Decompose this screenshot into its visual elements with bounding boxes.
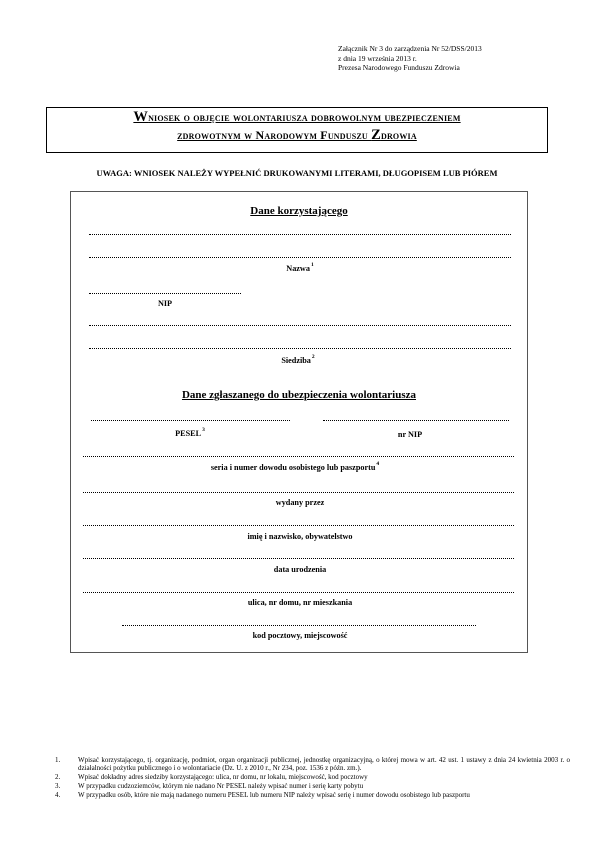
volunteer-issued-by-field[interactable]: [83, 492, 514, 493]
beneficiary-name-field-1[interactable]: [89, 234, 511, 235]
footnote-ref-4: 4: [376, 461, 380, 467]
footnote-item: [55, 782, 570, 790]
volunteer-dob-label: data urodzenia: [273, 565, 327, 574]
footnote-item: [55, 773, 570, 781]
beneficiary-seat-field-2[interactable]: [89, 348, 511, 349]
footnote-item: [55, 756, 570, 773]
form-title-line1: [46, 109, 548, 126]
footnote-text: W przypadku cudzoziemców, którym nie nadano Nr PESEL należy wpisać numer i serię karty pobytu: [78, 782, 364, 791]
volunteer-city-label: kod pocztowy, miejscowość: [252, 631, 348, 640]
footnotes: [55, 756, 570, 800]
title-line1-text: niosek o objęcie wolontariusza dobrowolnym ubezpieczeniem: [148, 110, 461, 124]
volunteer-street-field[interactable]: [83, 592, 514, 593]
section-volunteer-heading: Dane zgłaszanego do ubezpieczenia wolontariusza: [181, 389, 417, 401]
footnote-text: W przypadku osób, które nie mają nadanego numeru PESEL lub numeru NIP należy wpisać serię i numer dowodu osobistego lub paszportu: [78, 791, 470, 800]
attachment-note-line2: z dnia 19 września 2013 r.: [338, 53, 417, 63]
title-initial: W: [133, 109, 149, 125]
form-frame: [70, 191, 528, 653]
volunteer-pesel-label: PESEL$^3$: [175, 427, 205, 438]
beneficiary-nip-label: NIP: [157, 299, 173, 308]
beneficiary-nip-field[interactable]: [89, 293, 241, 294]
footnote-text: Wpisać korzystającego, tj. organizację, podmiot, organ organizacji publicznej, jednostkę organizacyjną, o której mowa w art. 42 ust. 1 ustawy z dnia 24 kwietnia 2003 r. o działalności pożytku publicznego i o wolontariacie (Dz. U. z 2010 r., Nr 234, poz. 1536 z późn. zm.).: [78, 756, 570, 773]
volunteer-street-label: ulica, nr domu, nr mieszkania: [247, 598, 353, 607]
volunteer-id-label: seria i numer dowodu osobistego lub paszportu$^4$: [210, 461, 380, 472]
footnote-ref-3: 3: [202, 427, 205, 433]
volunteer-pesel-field[interactable]: [91, 420, 290, 421]
section-beneficiary-heading: Dane korzystającego: [250, 205, 348, 217]
attachment-note: [338, 44, 482, 73]
footnote-item: [55, 791, 570, 799]
volunteer-nip-field[interactable]: [323, 420, 509, 421]
footnote-number: 2.: [55, 773, 61, 782]
footnote-number: 4.: [55, 791, 61, 800]
volunteer-issued-by-label: wydany przez: [275, 498, 325, 507]
beneficiary-seat-field-1[interactable]: [89, 325, 511, 326]
footnote-ref-2: 2: [311, 354, 315, 360]
footnote-ref-1: 1: [310, 262, 314, 268]
beneficiary-name-field-2[interactable]: [89, 257, 511, 258]
title-line2-end: drowia: [380, 128, 417, 142]
form-title-line2: [46, 127, 548, 144]
fill-instruction: UWAGA: WNIOSEK NALEŻY WYPEŁNIĆ DRUKOWANYMI LITERAMI, DŁUGOPISEM LUB PIÓREM: [96, 168, 498, 178]
beneficiary-seat-label: Siedziba$^2$: [281, 354, 315, 365]
volunteer-fullname-label: imię i nazwisko, obywatelstwo: [247, 532, 353, 541]
title-z-initial: Z: [371, 127, 381, 143]
volunteer-id-field[interactable]: [83, 456, 514, 457]
beneficiary-name-label: Nazwa$^1$: [286, 262, 314, 273]
attachment-note-line3: Prezesa Narodowego Funduszu Zdrowia: [338, 63, 460, 72]
footnote-text: Wpisać dokładny adres siedziby korzystającego: ulica, nr domu, nr lokalu, miejscowość, kod pocztowy: [78, 773, 368, 782]
volunteer-nip-label: nr NIP: [397, 430, 423, 439]
volunteer-city-field[interactable]: [122, 625, 476, 626]
attachment-note-line1: Załącznik Nr 3 do zarządzenia Nr 52/DSS/2013: [338, 44, 482, 53]
volunteer-fullname-field[interactable]: [83, 525, 514, 526]
title-line2-text: zdrowotnym w Narodowym Funduszu: [177, 128, 372, 142]
footnote-number: 3.: [55, 782, 61, 791]
footnote-number: 1.: [55, 756, 61, 764]
volunteer-dob-field[interactable]: [83, 558, 514, 559]
